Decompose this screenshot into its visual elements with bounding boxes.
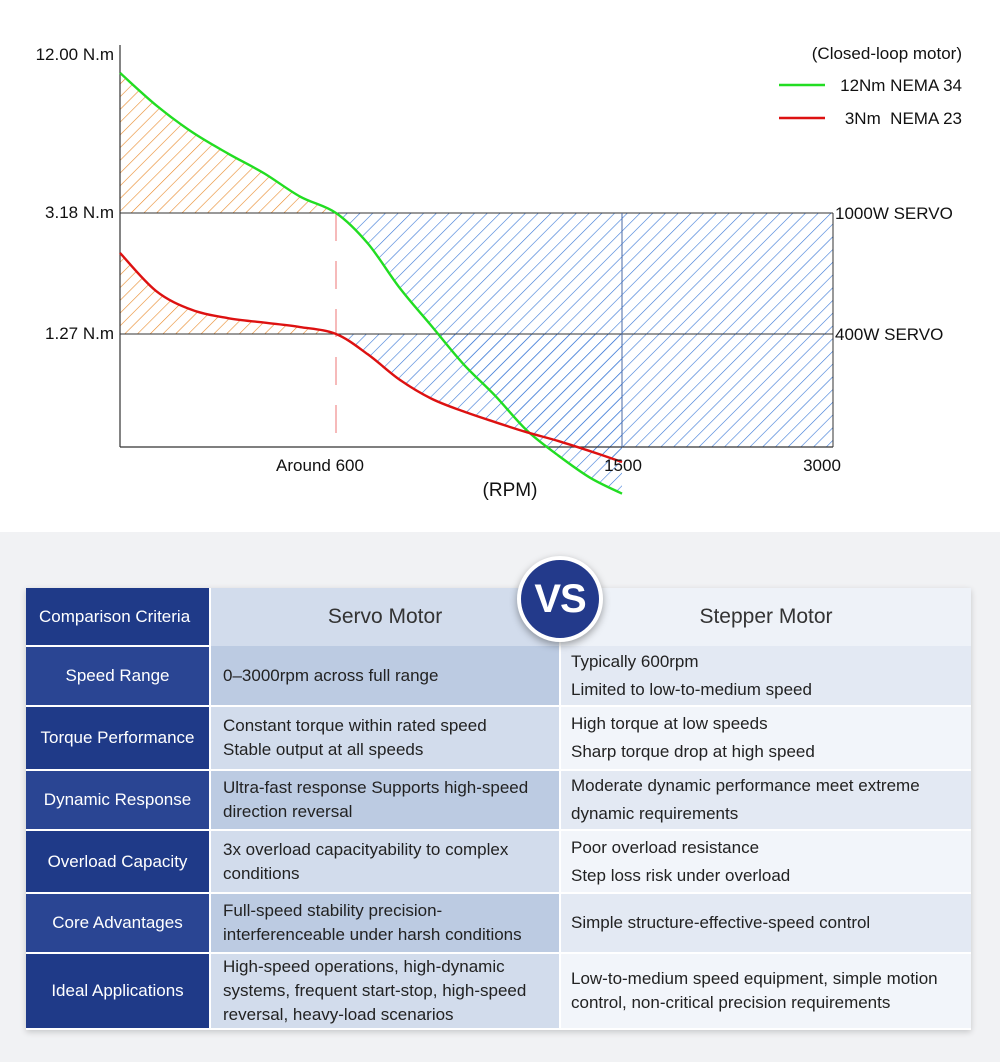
hatch-orange-upper bbox=[120, 73, 336, 213]
header-servo-motor: Servo Motor bbox=[210, 588, 560, 646]
table-row bbox=[26, 893, 971, 953]
stepper-cell-line: Step loss risk under overload bbox=[571, 865, 791, 885]
servo-cell bbox=[210, 893, 560, 953]
criteria-cell: Speed Range bbox=[26, 646, 210, 706]
stepper-cell-line: High torque at low speeds bbox=[571, 714, 768, 733]
criteria-cell: Dynamic Response bbox=[26, 770, 210, 830]
reference-line-label-0: 1000W SERVO bbox=[835, 204, 953, 223]
stepper-cell bbox=[560, 953, 971, 1029]
legend-label-0: 12Nm NEMA 34 bbox=[840, 76, 962, 95]
x-axis-unit-label: (RPM) bbox=[482, 480, 538, 501]
servo-cell bbox=[210, 770, 560, 830]
servo-cell bbox=[210, 830, 560, 893]
criteria-cell: Torque Performance bbox=[26, 706, 210, 770]
vs-badge: VS bbox=[517, 556, 603, 642]
servo-cell-line: Full-speed stability precision-interferenceable under harsh conditions bbox=[223, 901, 522, 944]
criteria-cell: Overload Capacity bbox=[26, 830, 210, 893]
x-tick-label-0: Around 600 bbox=[276, 456, 364, 475]
servo-cell-line: Ultra-fast response Supports high-speed direction reversal bbox=[223, 778, 529, 821]
table-body bbox=[26, 646, 971, 1029]
hatch-orange-lower bbox=[120, 253, 336, 334]
stepper-cell-line: Sharp torque drop at high speed bbox=[571, 742, 815, 761]
servo-cell bbox=[210, 646, 560, 706]
hatch-regions bbox=[120, 73, 833, 494]
criteria-cell: Core Advantages bbox=[26, 893, 210, 953]
table-row bbox=[26, 706, 971, 770]
stepper-cell-line: Simple structure-effective-speed control bbox=[571, 913, 871, 932]
stepper-cell bbox=[560, 830, 971, 893]
stepper-cell-line: Limited to low-to-medium speed bbox=[571, 679, 812, 699]
servo-cell-line: Constant torque within rated speed bbox=[223, 716, 487, 735]
servo-cell-line: High-speed operations, high-dynamic systems, frequent start-stop, high-speed reversal, heavy-load scenarios bbox=[223, 957, 527, 1024]
table-row bbox=[26, 770, 971, 830]
x-tick-label-1: 1500 bbox=[604, 456, 642, 475]
servo-cell-line: 3x overload capacityability to complex bbox=[223, 839, 509, 859]
table-header-row bbox=[26, 588, 971, 646]
criteria-cell: Ideal Applications bbox=[26, 953, 210, 1029]
x-tick-label-2: 3000 bbox=[803, 456, 841, 475]
servo-cell bbox=[210, 706, 560, 770]
y-tick-label-1: 3.18 N.m bbox=[45, 203, 114, 222]
servo-cell-line: conditions bbox=[223, 863, 300, 883]
hatch-blue-lower bbox=[336, 334, 622, 462]
header-stepper-motor: Stepper Motor bbox=[560, 588, 971, 646]
stepper-cell-line: Typically 600rpm bbox=[571, 651, 699, 671]
servo-cell bbox=[210, 953, 560, 1029]
comparison-table bbox=[26, 588, 971, 1030]
stepper-cell bbox=[560, 893, 971, 953]
y-tick-label-2: 1.27 N.m bbox=[45, 324, 114, 343]
table-row bbox=[26, 830, 971, 893]
stepper-cell-line: Poor overload resistance bbox=[571, 837, 760, 857]
servo-cell-line: 0–3000rpm across full range bbox=[223, 665, 439, 685]
stepper-cell-line: dynamic requirements bbox=[571, 804, 739, 823]
y-tick-label-0: 12.00 N.m bbox=[35, 45, 114, 64]
hatch-blue-block bbox=[622, 213, 833, 447]
stepper-cell bbox=[560, 706, 971, 770]
table-row bbox=[26, 953, 971, 1029]
stepper-cell bbox=[560, 646, 971, 706]
stepper-cell-line: Low-to-medium speed equipment, simple motion control, non-critical precision requirements bbox=[571, 969, 938, 1012]
stepper-cell bbox=[560, 770, 971, 830]
legend-label-1: 3Nm NEMA 23 bbox=[844, 109, 962, 128]
reference-line-label-1: 400W SERVO bbox=[835, 325, 944, 344]
table-row bbox=[26, 646, 971, 706]
servo-cell-line: Stable output at all speeds bbox=[223, 740, 424, 759]
legend-title: (Closed-loop motor) bbox=[811, 44, 962, 63]
header-criteria: Comparison Criteria bbox=[26, 588, 210, 646]
stepper-cell-line: Moderate dynamic performance meet extreme bbox=[571, 776, 920, 795]
